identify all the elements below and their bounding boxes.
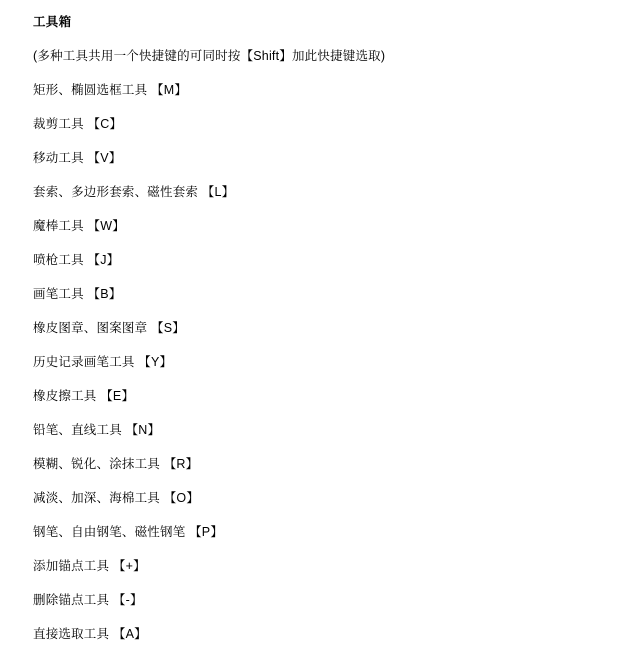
tool-shortcut: 【-】 (112, 593, 143, 607)
tool-name: 裁剪工具 (33, 117, 84, 131)
list-item (33, 422, 641, 438)
page-title: 工具箱 (33, 15, 72, 29)
tool-name: 历史记录画笔工具 (33, 355, 135, 369)
tool-name: 喷枪工具 (33, 253, 84, 267)
list-item (33, 184, 641, 200)
list-item (33, 116, 641, 132)
list-item (33, 252, 641, 268)
tool-shortcut: 【N】 (125, 423, 161, 437)
tool-name: 钢笔、自由钢笔、磁性钢笔 (33, 525, 186, 539)
list-item (33, 286, 641, 302)
tool-shortcut: 【O】 (163, 491, 200, 505)
tool-shortcut: 【R】 (163, 457, 199, 471)
list-item (33, 558, 641, 574)
tool-shortcut: 【L】 (201, 185, 235, 199)
tool-name: 魔棒工具 (33, 219, 84, 233)
tool-name: 套索、多边形套索、磁性套索 (33, 185, 199, 199)
list-item (33, 592, 641, 608)
tool-shortcut: 【J】 (87, 253, 120, 267)
tool-shortcut: 【A】 (112, 627, 147, 641)
tool-shortcut: 【+】 (112, 559, 146, 573)
tool-name: 画笔工具 (33, 287, 84, 301)
tool-name: 直接选取工具 (33, 627, 110, 641)
tool-name: 橡皮图章、图案图章 (33, 321, 148, 335)
tool-shortcut: 【E】 (100, 389, 135, 403)
tool-shortcut: 【P】 (189, 525, 224, 539)
tool-name: 模糊、锐化、涂抹工具 (33, 457, 161, 471)
list-item (33, 456, 641, 472)
tool-shortcut: 【Y】 (138, 355, 173, 369)
tool-shortcut: 【W】 (87, 219, 125, 233)
tool-name: 减淡、加深、海棉工具 (33, 491, 161, 505)
tool-shortcut: 【V】 (87, 151, 122, 165)
list-item (33, 320, 641, 336)
tool-shortcut: 【M】 (151, 83, 188, 97)
tool-shortcut: 【B】 (87, 287, 122, 301)
tool-name: 橡皮擦工具 (33, 389, 97, 403)
tool-name: 删除锚点工具 (33, 593, 110, 607)
tool-name: 铅笔、直线工具 (33, 423, 122, 437)
tool-name: 添加锚点工具 (33, 559, 110, 573)
list-item (33, 354, 641, 370)
shortcut-list (0, 82, 641, 642)
shortcut-note: (多种工具共用一个快捷键的可同时按【Shift】加此快捷键选取) (33, 49, 386, 63)
list-item (33, 150, 641, 166)
list-item (33, 388, 641, 404)
list-item (33, 524, 641, 540)
tool-shortcut: 【S】 (151, 321, 185, 335)
list-item (33, 490, 641, 506)
list-item (33, 218, 641, 234)
list-item (33, 626, 641, 642)
list-item (33, 82, 641, 98)
tool-shortcut: 【C】 (87, 117, 123, 131)
tool-name: 矩形、椭圆选框工具 (33, 83, 148, 97)
tool-name: 移动工具 (33, 151, 84, 165)
